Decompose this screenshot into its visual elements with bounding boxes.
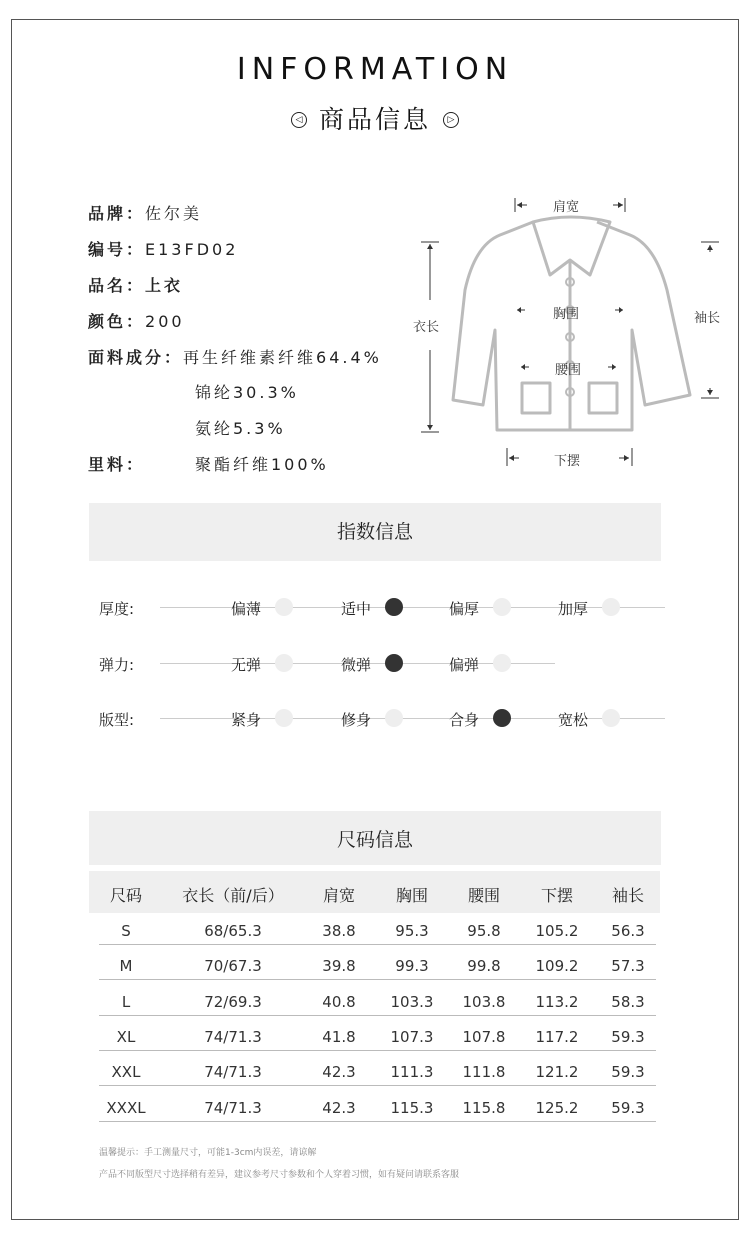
elasticity-option-slight: 微弹	[341, 656, 372, 674]
brand-value: 佐尔美	[145, 204, 203, 223]
size-table-cell: 115.3	[390, 1098, 434, 1117]
size-header-cell: 腰围	[467, 886, 500, 905]
size-table-cell: 117.2	[535, 1027, 579, 1046]
size-table-cell: 105.2	[535, 922, 579, 940]
size-table-cell: 125.2	[535, 1098, 579, 1117]
label-sleeve: 袖长	[694, 311, 721, 326]
name-label: 品名：	[88, 276, 146, 295]
size-header-cell: 下摆	[540, 886, 573, 905]
fabric-line-1: 再生纤维素纤维64.4%	[183, 348, 382, 367]
thickness-dot-thin	[275, 598, 293, 616]
size-section-title: 尺码信息	[89, 811, 661, 865]
fit-option-tight: 紧身	[231, 711, 262, 729]
size-table-cell: 42.3	[322, 1063, 356, 1082]
size-table-cell: 121.2	[535, 1063, 579, 1082]
title-chinese-text: 商品信息	[318, 105, 431, 134]
size-table-cell: 70/67.3	[204, 957, 262, 976]
size-table-cell: 57.3	[611, 957, 645, 976]
size-header-cell: 肩宽	[322, 886, 355, 905]
size-table-cell: 68/65.3	[204, 922, 262, 940]
size-table-cell: 59.3	[611, 1063, 645, 1082]
note-line-2: 产品不同版型尺寸选择稍有差异，建议参考尺寸参数和个人穿着习惯，如有疑问请联系客服	[99, 1170, 460, 1180]
color-label: 颜色：	[88, 312, 146, 331]
fabric-row	[88, 345, 382, 368]
code-label: 编号：	[88, 240, 146, 259]
size-table-row-divider	[99, 1050, 656, 1051]
elasticity-dot-stretchy	[493, 654, 511, 672]
size-table-cell: 103.3	[390, 992, 434, 1011]
size-header-cell: 尺码	[109, 886, 142, 905]
size-table-cell: 74/71.3	[204, 1098, 262, 1117]
elasticity-option-none: 无弹	[231, 656, 262, 674]
fit-dot-tight	[275, 709, 293, 727]
title-chinese	[0, 100, 750, 136]
index-section-title: 指数信息	[89, 503, 661, 561]
label-chest: 胸围	[553, 307, 580, 322]
size-table-cell: 72/69.3	[204, 992, 262, 1011]
fit-label: 版型:	[99, 711, 135, 729]
size-table-cell: 111.8	[462, 1063, 506, 1082]
label-hem: 下摆	[554, 454, 581, 469]
thickness-dot-thick	[493, 598, 511, 616]
size-table-cell: 56.3	[611, 922, 645, 940]
thickness-label: 厚度:	[99, 600, 135, 618]
title-english: INFORMATION	[236, 52, 514, 87]
size-table-cell: XXXL	[106, 1098, 146, 1117]
brand-row	[88, 201, 202, 224]
thickness-dot-medium	[385, 598, 403, 616]
size-table-cell: 111.3	[390, 1063, 434, 1082]
elasticity-dot-slight	[385, 654, 403, 672]
size-header-cell: 袖长	[611, 886, 644, 905]
size-table-row-divider	[99, 1085, 656, 1086]
elasticity-label: 弹力:	[99, 656, 135, 674]
size-table-cell: 109.2	[535, 957, 579, 976]
code-value: E13FD02	[145, 240, 239, 259]
name-row	[88, 273, 183, 296]
size-table-cell: 103.8	[462, 992, 506, 1011]
lining-row	[88, 452, 145, 475]
size-header-cell: 胸围	[395, 886, 428, 905]
size-table-row-divider	[99, 1121, 656, 1122]
fit-option-slim: 修身	[341, 711, 372, 729]
size-table-row-divider	[99, 979, 656, 980]
color-value: 200	[145, 312, 185, 331]
size-table-cell: XXL	[111, 1063, 141, 1082]
elasticity-option-stretchy: 偏弹	[449, 656, 480, 674]
size-table-cell: M	[119, 957, 133, 976]
note-line-1: 温馨提示：手工测量尺寸，可能1-3cm内误差，请谅解	[99, 1148, 317, 1158]
fit-dot-regular	[493, 709, 511, 727]
size-table-cell: 115.8	[462, 1098, 506, 1117]
size-table-cell: 99.3	[395, 957, 429, 976]
size-header-cell: 衣长（前/后）	[182, 886, 284, 905]
size-table-cell: 59.3	[611, 1027, 645, 1046]
lining-label: 里料：	[88, 455, 146, 474]
size-table-cell: 38.8	[322, 922, 356, 940]
size-table-row-divider	[99, 944, 656, 945]
size-table-cell: S	[121, 922, 131, 940]
thickness-option-thick: 偏厚	[449, 600, 480, 618]
label-length: 衣长	[413, 320, 440, 335]
size-table-cell: 58.3	[611, 992, 645, 1011]
size-table-cell: 59.3	[611, 1098, 645, 1117]
size-table-cell: 113.2	[535, 992, 579, 1011]
size-table-cell: 95.3	[395, 922, 429, 940]
jacket-illustration	[405, 190, 735, 480]
code-row	[88, 237, 238, 260]
size-table-cell: 74/71.3	[204, 1063, 262, 1082]
fabric-line-3: 氨纶5.3%	[195, 419, 286, 438]
elasticity-dot-none	[275, 654, 293, 672]
fit-dot-loose	[602, 709, 620, 727]
left-arrow-icon: ◁	[291, 112, 307, 128]
size-table-cell: XL	[116, 1027, 136, 1046]
jacket-diagram	[405, 190, 735, 480]
right-arrow-icon: ▷	[443, 112, 459, 128]
brand-label: 品牌：	[88, 204, 146, 223]
size-table-row-divider	[99, 1015, 656, 1016]
fabric-line-2: 锦纶30.3%	[195, 383, 299, 402]
name-value: 上衣	[145, 276, 184, 295]
lining-value: 聚酯纤维100%	[195, 455, 329, 474]
fit-option-loose: 宽松	[558, 711, 589, 729]
fit-option-regular: 合身	[449, 711, 480, 729]
size-table-cell: 107.8	[462, 1027, 506, 1046]
fabric-label: 面料成分：	[88, 348, 184, 367]
label-shoulder: 肩宽	[553, 200, 580, 215]
size-table-cell: 41.8	[322, 1027, 356, 1046]
thickness-option-medium: 适中	[341, 600, 372, 618]
color-row	[88, 309, 185, 332]
size-table-cell: L	[121, 992, 131, 1011]
size-table-cell: 39.8	[322, 957, 356, 976]
thickness-option-thin: 偏薄	[231, 600, 262, 618]
size-table-cell: 99.8	[467, 957, 501, 976]
size-table-cell: 40.8	[322, 992, 356, 1011]
label-waist: 腰围	[555, 363, 582, 378]
size-table-cell: 107.3	[390, 1027, 434, 1046]
thickness-option-extra-thick: 加厚	[558, 600, 589, 618]
size-table-cell: 74/71.3	[204, 1027, 262, 1046]
fit-dot-slim	[385, 709, 403, 727]
size-table-cell: 42.3	[322, 1098, 356, 1117]
size-table-cell: 95.8	[467, 922, 501, 940]
thickness-dot-extra-thick	[602, 598, 620, 616]
